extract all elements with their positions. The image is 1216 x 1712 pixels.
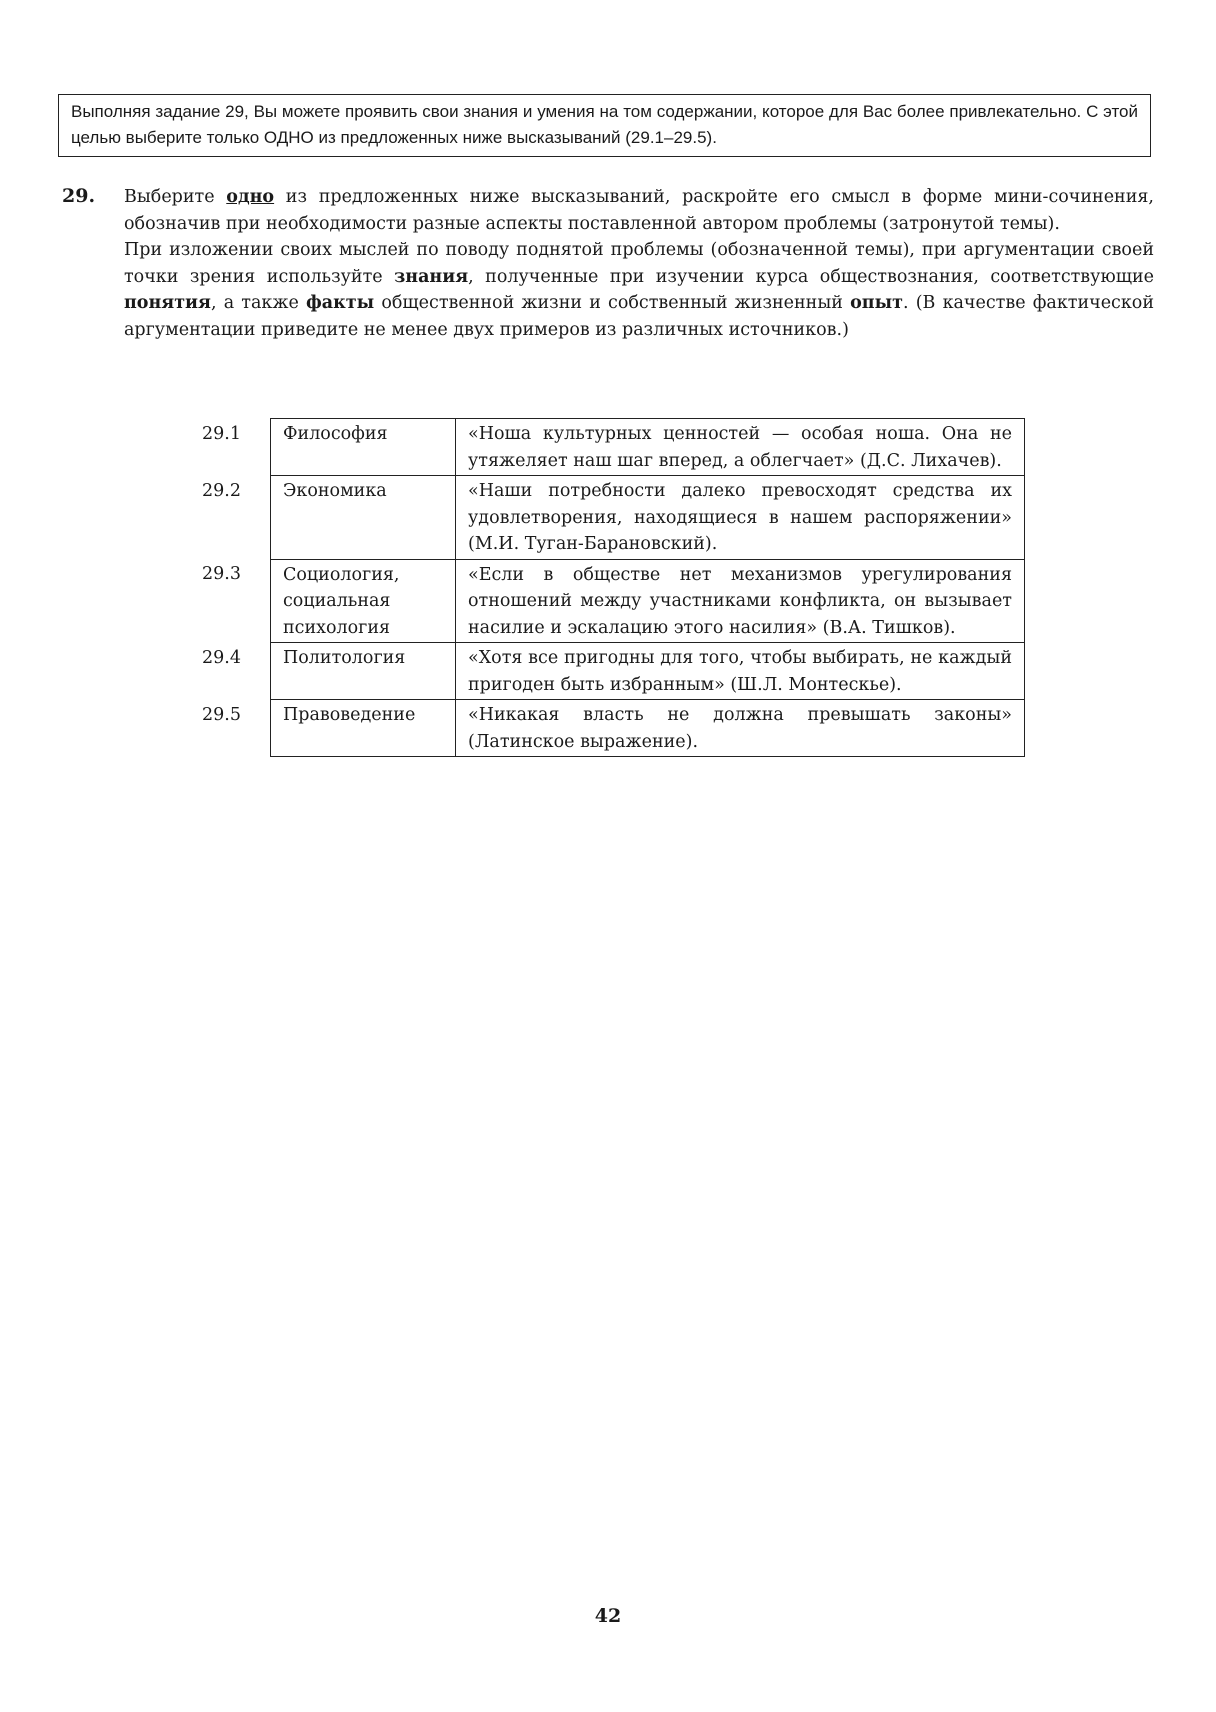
- topic-subject: Философия: [271, 419, 456, 476]
- task-instructions: [124, 184, 1154, 343]
- topic-number: 29.2: [202, 480, 241, 501]
- task-keyword: факты: [306, 293, 375, 313]
- task-text: из предложенных ниже высказываний, раскройте его смысл в форме мини-сочинения, обозначив при необходимости разные аспекты поставленной автором проблемы (затронутой темы).: [124, 187, 1154, 234]
- task-number: 29.: [62, 185, 96, 207]
- task-keyword: понятия: [124, 293, 211, 313]
- topic-quote: «Никакая власть не должна превышать законы» (Латинское выражение).: [456, 700, 1025, 757]
- topic-quote: «Если в обществе нет механизмов урегулирования отношений между участниками конфликта, он вызывает насилие и эскалацию этого насилия» (В.А. Тишков).: [456, 559, 1025, 643]
- page-number: 42: [594, 1605, 622, 1627]
- topic-quote: «Ноша культурных ценностей — особая ноша. Она не утяжеляет наш шаг вперед, а облегчает» (Д.С. Лихачев).: [456, 419, 1025, 476]
- instruction-notice: Выполняя задание 29, Вы можете проявить свои знания и умения на том содержании, которое для Вас более привлекательно. С этой целью выберите только ОДНО из предложенных ниже высказываний (29.1–29.5).: [58, 94, 1151, 157]
- table-row: [190, 419, 1025, 476]
- topics-table: [190, 418, 1025, 757]
- topic-subject: Экономика: [271, 476, 456, 560]
- task-text: общественной жизни и собственный жизненный: [374, 293, 851, 313]
- task-emphasis: одно: [226, 187, 275, 207]
- task-text: Выберите: [124, 187, 227, 207]
- task-text: . (В качестве фактической аргументации приведите не менее двух примеров из различных источников.): [124, 293, 1154, 340]
- task-paragraph-2: [124, 237, 1154, 343]
- table-row: [190, 700, 1025, 757]
- task-keyword: опыт: [850, 293, 903, 313]
- task-text: , а также: [210, 293, 306, 313]
- topic-subject: Политология: [271, 643, 456, 700]
- topic-number: 29.5: [202, 704, 241, 725]
- task-keyword: знания: [394, 266, 469, 287]
- topic-subject: Социология, социальная психология: [271, 559, 456, 643]
- table-row: [190, 476, 1025, 560]
- table-row: [190, 643, 1025, 700]
- task-text: При изложении своих мыслей по поводу поднятой проблемы (обозначенной темы), при аргументации своей точки зрения используйте: [124, 240, 1154, 287]
- task-paragraph-1: [124, 184, 1154, 237]
- task-text: , полученные при изучении курса обществознания, соответствующие: [468, 266, 1154, 287]
- topic-quote: «Хотя все пригодны для того, чтобы выбирать, не каждый пригоден быть избранным» (Ш.Л. Монтескье).: [456, 643, 1025, 700]
- table-row: [190, 559, 1025, 643]
- topic-number: 29.1: [202, 423, 241, 444]
- topic-number: 29.3: [202, 564, 241, 584]
- topic-quote: «Наши потребности далеко превосходят средства их удовлетворения, находящиеся в нашем распоряжении» (М.И. Туган-Барановский).: [456, 476, 1025, 560]
- topic-subject: Правоведение: [271, 700, 456, 757]
- topic-number: 29.4: [202, 647, 241, 668]
